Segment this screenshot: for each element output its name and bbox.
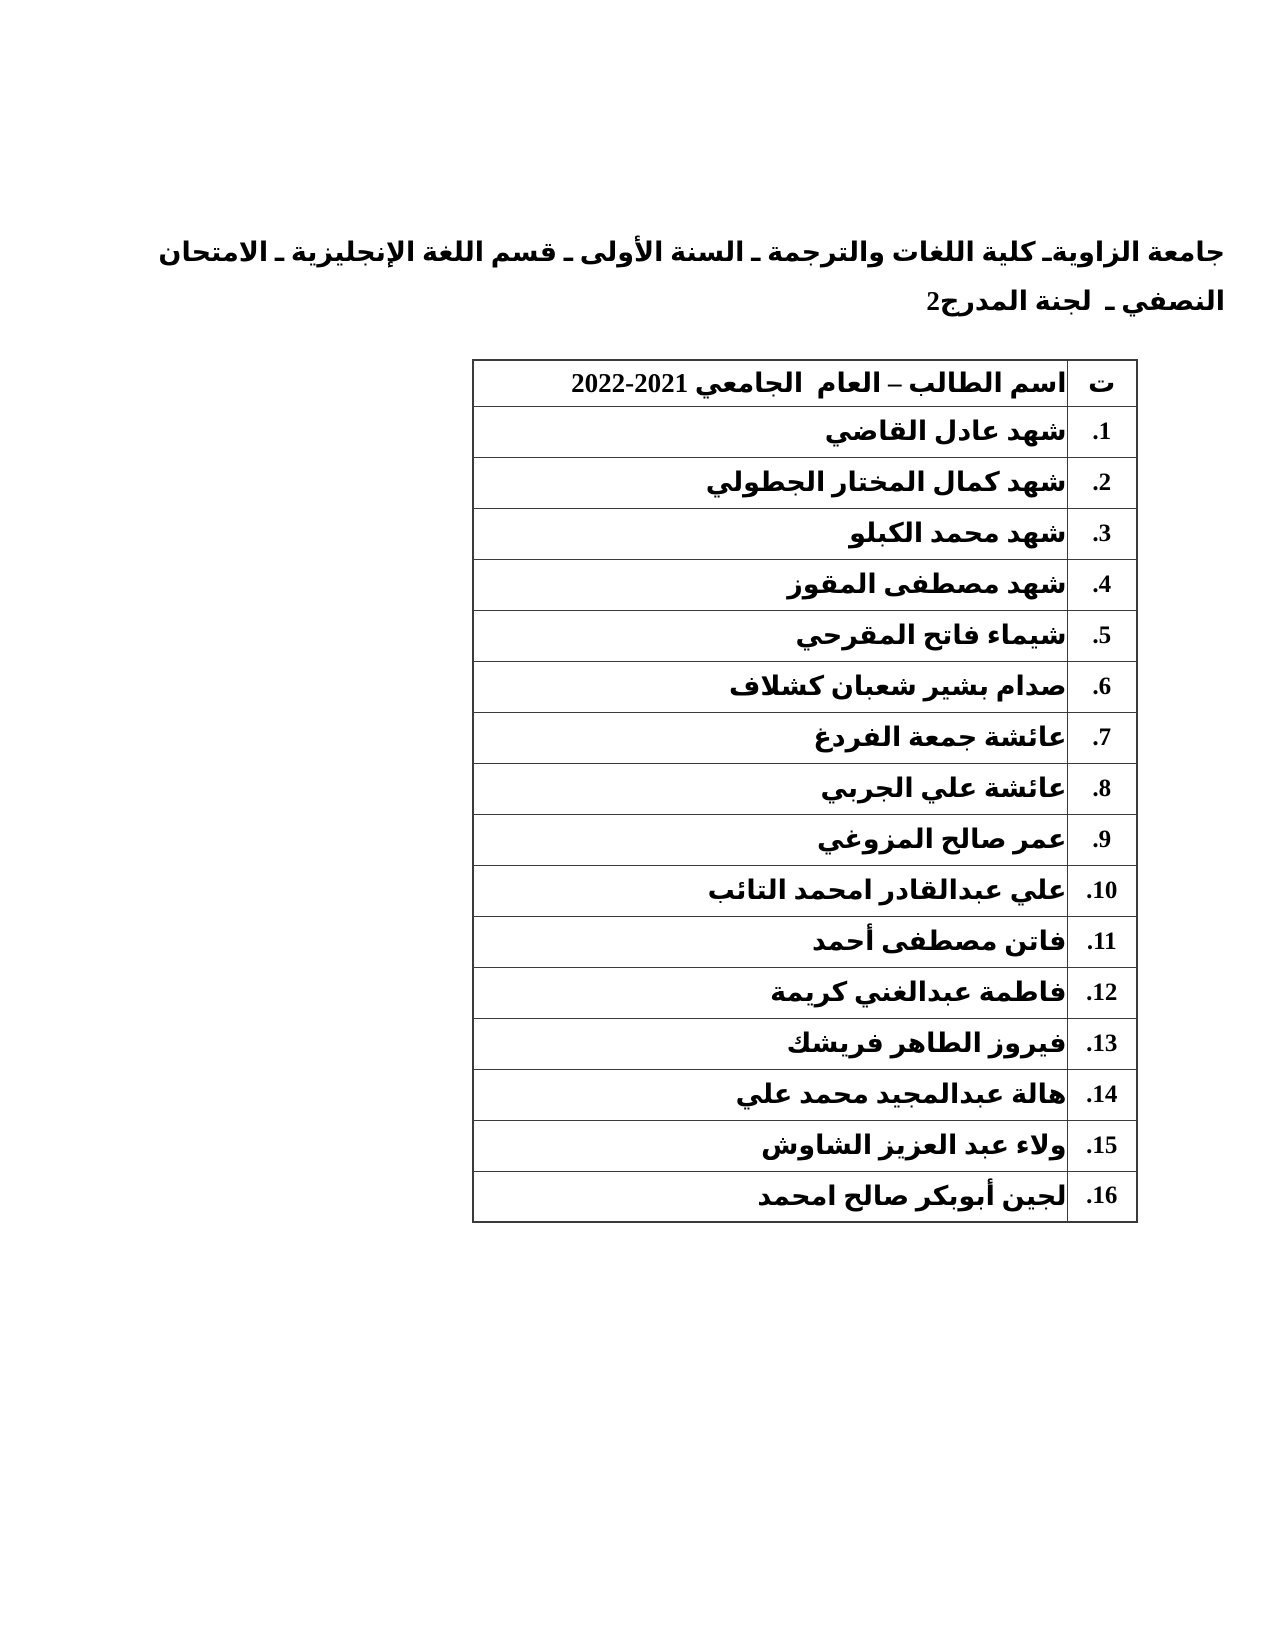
student-row: [473, 508, 1137, 559]
student-number: 13.: [1067, 1018, 1137, 1069]
student-row: [473, 814, 1137, 865]
student-name: ولاء عبد العزيز الشاوش: [473, 1120, 1067, 1171]
student-row: [473, 610, 1137, 661]
student-name: عائشة جمعة الفردغ: [473, 712, 1067, 763]
student-name: عائشة علي الجربي: [473, 763, 1067, 814]
index-column-header: ت: [1067, 360, 1137, 406]
student-name: فيروز الطاهر فريشك: [473, 1018, 1067, 1069]
student-number: 9.: [1067, 814, 1137, 865]
student-row: [473, 1069, 1137, 1120]
student-name: فاطمة عبدالغني كريمة: [473, 967, 1067, 1018]
student-name: عمر صالح المزوغي: [473, 814, 1067, 865]
student-row: [473, 457, 1137, 508]
student-row: [473, 1120, 1137, 1171]
student-number: 8.: [1067, 763, 1137, 814]
document-header: [158, 228, 1225, 326]
student-name: علي عبدالقادر امحمد التائب: [473, 865, 1067, 916]
student-row: [473, 559, 1137, 610]
student-number: 1.: [1067, 406, 1137, 457]
student-row: [473, 406, 1137, 457]
student-name: هالة عبدالمجيد محمد علي: [473, 1069, 1067, 1120]
header-line-2: النصفي ـ لجنة المدرج2: [926, 286, 1225, 316]
student-row: [473, 865, 1137, 916]
student-name: صدام بشير شعبان كشلاف: [473, 661, 1067, 712]
student-row: [473, 916, 1137, 967]
student-number: 12.: [1067, 967, 1137, 1018]
student-name: شهد مصطفى المقوز: [473, 559, 1067, 610]
student-name: شهد عادل القاضي: [473, 406, 1067, 457]
student-number: 15.: [1067, 1120, 1137, 1171]
student-number: 14.: [1067, 1069, 1137, 1120]
student-name: شهد كمال المختار الجطولي: [473, 457, 1067, 508]
student-number: 5.: [1067, 610, 1137, 661]
student-row: [473, 763, 1137, 814]
student-number: 4.: [1067, 559, 1137, 610]
student-row: [473, 1171, 1137, 1222]
student-row: [473, 1018, 1137, 1069]
student-row: [473, 712, 1137, 763]
student-number: 2.: [1067, 457, 1137, 508]
student-number: 16.: [1067, 1171, 1137, 1222]
name-column-header: اسم الطالب – العام الجامعي 2021-2022: [473, 360, 1067, 406]
student-name: شهد محمد الكبلو: [473, 508, 1067, 559]
student-number: 10.: [1067, 865, 1137, 916]
student-row: [473, 967, 1137, 1018]
student-number: 11.: [1067, 916, 1137, 967]
students-table: [472, 359, 1138, 1223]
student-name: لجين أبوبكر صالح امحمد: [473, 1171, 1067, 1222]
student-number: 7.: [1067, 712, 1137, 763]
header-line-1: جامعة الزاويةـ كلية اللغات والترجمة ـ السنة الأولى ـ قسم اللغة الإنجليزية ـ الامتحان: [158, 237, 1225, 267]
student-number: 6.: [1067, 661, 1137, 712]
student-name: فاتن مصطفى أحمد: [473, 916, 1067, 967]
student-table-body: [473, 406, 1137, 1222]
student-name: شيماء فاتح المقرحي: [473, 610, 1067, 661]
student-row: [473, 661, 1137, 712]
table-header-row: [473, 360, 1137, 406]
student-number: 3.: [1067, 508, 1137, 559]
